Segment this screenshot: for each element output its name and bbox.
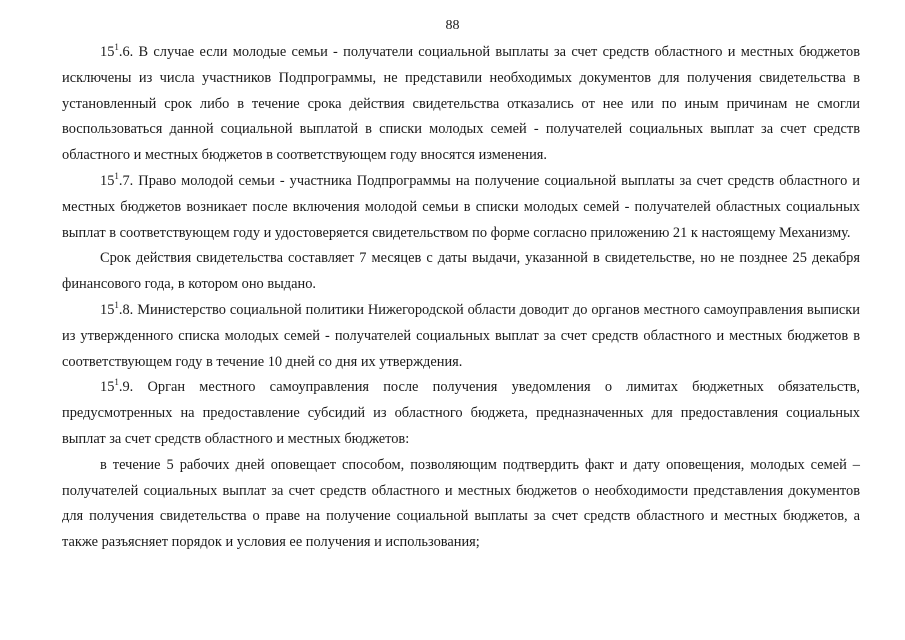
clause-number: $15^1.7$. [100,170,134,189]
paragraph-validity-period [62,246,860,298]
paragraph-15-1-9 [62,375,860,452]
clause-number: $15^1.8$. [100,299,134,318]
paragraph-text: Право молодой семьи - участника Подпрограммы на получение социальной выплаты за счет средств областного и местных бюджетов возникает после включения молодой семьи в списки молодых семей - получателей областных социальных выплат в соответствующем году и удостоверяется свидетельством по форме согласно приложению 21 к настоящему Механизму. [62,172,860,241]
paragraph-15-1-6 [62,40,860,169]
paragraph-text: Срок действия свидетельства составляет 7 месяцев с даты выдачи, указанной в свидетельстве, но не позднее 25 декабря финансового года, в котором оно выдано. [62,250,860,293]
clause-number: $15^1.9$. [100,377,134,396]
paragraph-notification [62,453,860,556]
paragraph-text: Орган местного самоуправления после получения уведомления о лимитах бюджетных обязательств, предусмотренных на предоставление субсидий из областного бюджета, предназначенных для предоставления социальных выплат за счет средств областного и местных бюджетов: [62,379,860,447]
paragraph-text: В случае если молодые семьи - получатели социальной выплаты за счет средств областного и местных бюджетов исключены из числа участников Подпрограммы, не представили необходимых документов для получения свидетельства в установленный срок либо в течение срока действия свидетельства отказались от нее или по иным причинам не смогли воспользоваться данной социальной выплатой в списки молодых семей - получателей социальных выплат за счет средств областного и местных бюджетов в соответствующем году вносятся изменения. [62,44,860,164]
paragraph-15-1-8 [62,298,860,375]
paragraph-15-1-7 [62,169,860,246]
page-number: 88 [445,18,460,33]
paragraph-text: в течение 5 рабочих дней оповещает способом, позволяющим подтвердить факт и дату оповещения, молодых семей – получателей социальных выплат за счет средств областного и местных бюджетов о необходимости представления документов для получения свидетельства о праве на получение социальной выплаты за счет средств областного и местных бюджетов, а также разъясняет порядок и условия ее получения и использования; [62,456,860,551]
paragraph-text: Министерство социальной политики Нижегородской области доводит до органов местного самоуправления выписки из утвержденного списка молодых семей - получателей социальных выплат за счет средств областного и местных бюджетов в соответствующем году в течение 10 дней со дня их утверждения. [62,301,860,370]
clause-number: $15^1.6$. [100,42,134,60]
document-body [62,40,860,556]
